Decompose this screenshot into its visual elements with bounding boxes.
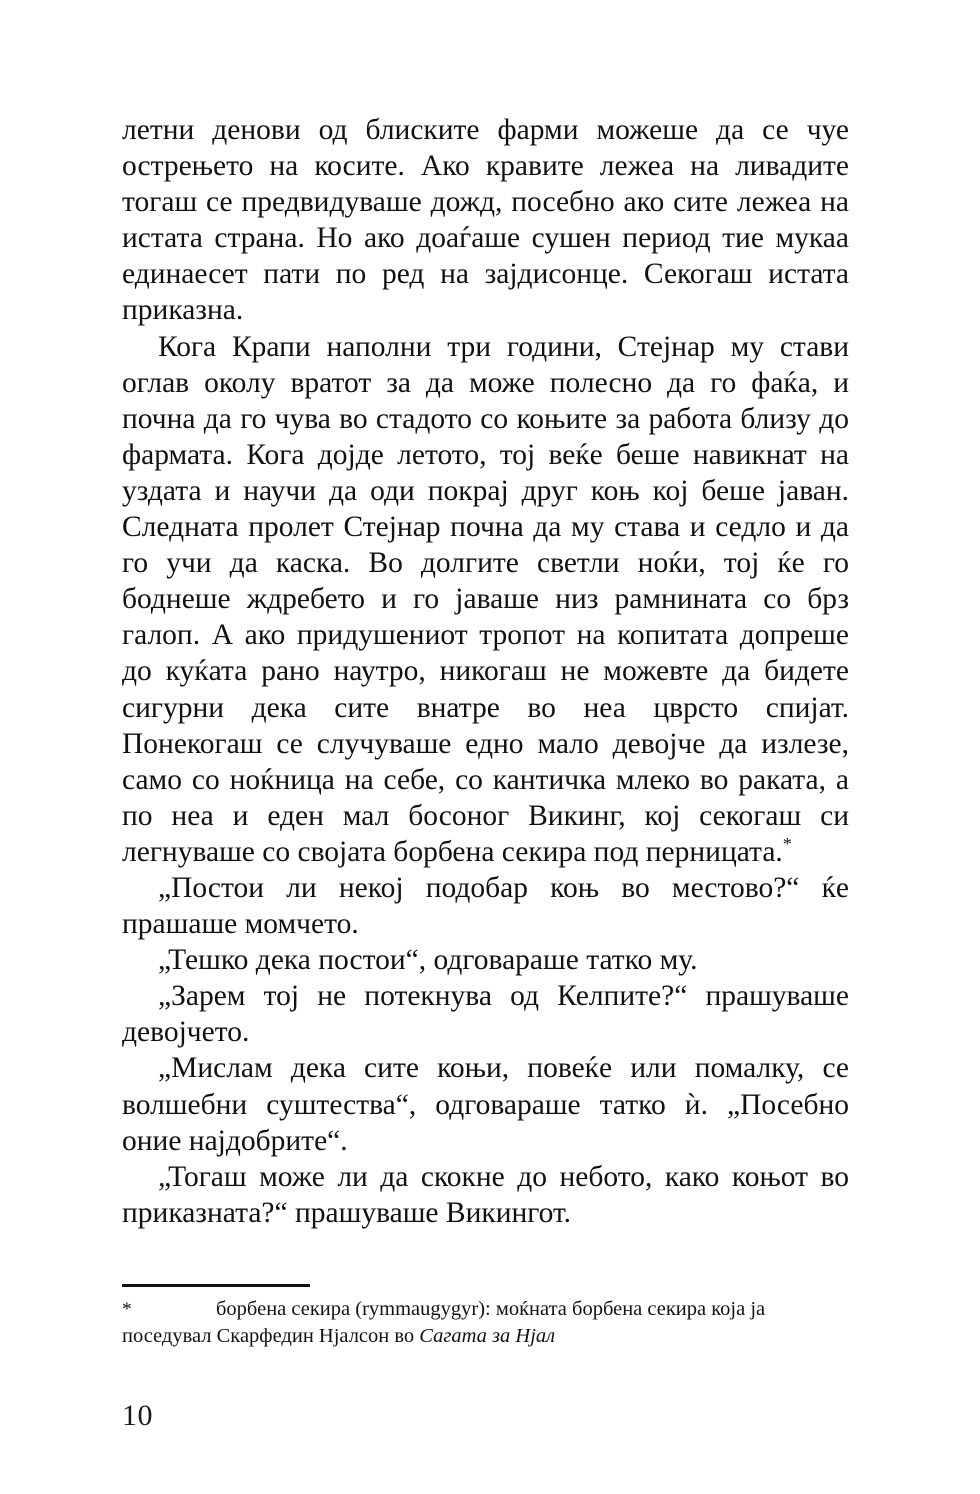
paragraph-dialogue-4: „Мислам дека сите коњи, повеќе или помалку, се волшебни суштества“, одговараше татко ѝ. „Посебно оние најдобрите“. (122, 1052, 849, 1157)
paragraph-dialogue-2: „Тешко дека постои“, одговараше татко му. (158, 944, 698, 977)
footnote-separator-rule (122, 1284, 310, 1287)
footnote-marker: * (122, 1299, 132, 1320)
paragraph-continued: летни денови од блиските фарми можеше да се чуе острењето на косите. Ако кравите лежеа на ливадите тогаш се предвидуваше дожд, посебно ако сите лежеа на истата страна. Но ако доаѓаше сушен период тие мукаа единаесет пати по ред на зајдисонце. Секогаш истата приказна. (122, 114, 849, 327)
page-number: 10 (122, 1399, 153, 1432)
footnote-work-title: Сагата за Нјал (419, 1325, 556, 1347)
footnote-body-text: борбена секира (rymmaugygyr): моќната борбена секира која ја поседувал Скарфедин Нјалсон во (122, 1298, 766, 1347)
main-text-block (122, 112, 849, 1231)
paragraph-krapi-text: Кога Крапи наполни три години, Стејнар му стави оглав околу вратот за да може полесно да го фаќа, и почна да го чува во стадото со коњите за работа близу до фармата. Кога дојде летото, тој веќе беше навикнат на уздата и научи да оди покрај друг коњ кој беше јаван. Следната пролет Стејнар почна да му става и седло и да го учи да каска. Во долгите светли ноќи, тој ќе го боднеше ждребето и го јаваше низ рамнината со брз галоп. А ако придушениот тропот на копитата допреше до куќата рано наутро, никогаш не можевте да бидете сигурни дека сите внатре во неа цврсто спијат. Понекогаш се случуваше едно мало девојче да излезе, само со ноќница на себе, со кантичка млеко во раката, а по неа и еден мал босоног Викинг, кој секогаш си легнуваше со својата борбена секира под перницата. (122, 330, 849, 868)
paragraph-dialogue-5: „Тогаш може ли да скокне до небото, како коњот во приказната?“ прашуваше Викингот. (122, 1160, 849, 1229)
paragraph-krapi (122, 329, 849, 870)
footnote-entry (122, 1296, 849, 1350)
footnote-reference-marker[interactable]: * (782, 834, 792, 855)
footnote-area (122, 1284, 849, 1350)
paragraph-dialogue-1: „Постои ли некој подобар коњ во местово?“ ќе прашаше момчето. (122, 871, 849, 941)
paragraph-dialogue-3: „Зарем тој не потекнува од Келпите?“ прашуваше девојчето. (122, 980, 849, 1049)
